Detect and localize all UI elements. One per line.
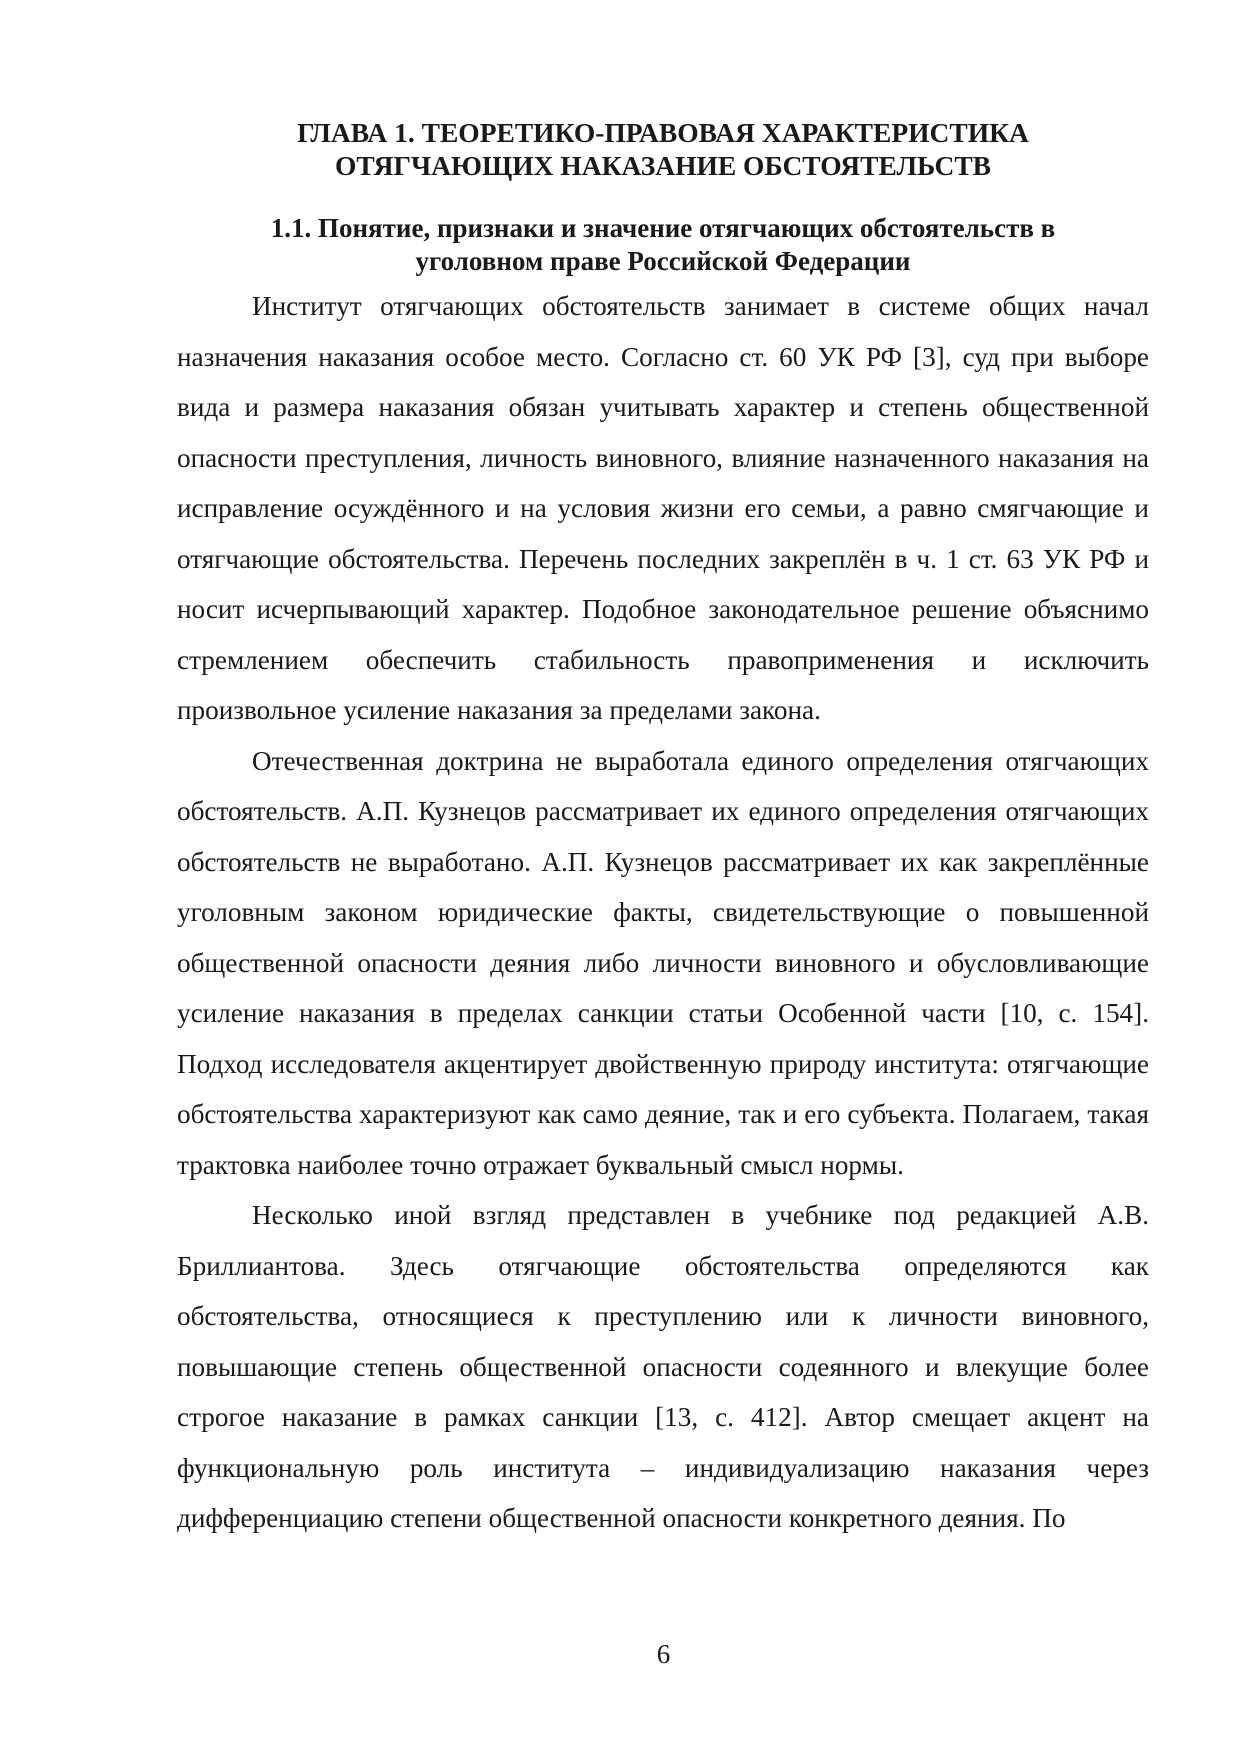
section-title-line-2: уголовном праве Российской Федерации <box>415 246 911 276</box>
paragraph-1: Институт отягчающих обстоятельств занимает в системе общих начал назначения наказания особое место. Согласно ст. 60 УК РФ [3], суд при выборе вида и размера наказания обязан учитывать характер и степень общественной опасности преступления, личность виновного, влияние назначенного наказания на исправление осуждённого и на условия жизни его семьи, а равно смягчающие и отягчающие обстоятельства. Перечень последних закреплён в ч. 1 ст. 63 УК РФ и носит исчерпывающий характер. Подобное законодательное решение объяснимо стремлением обеспечить стабильность правоприменения и исключить произвольное усиление наказания за пределами закона. <box>177 291 1149 725</box>
page-number: 6 <box>656 1639 671 1669</box>
chapter-title-line-2: ОТЯГЧАЮЩИХ НАКАЗАНИЕ ОБСТОЯТЕЛЬСТВ <box>334 150 992 181</box>
body-text <box>177 281 1149 1544</box>
paragraph-2: Отечественная доктрина не выработала единого определения отягчающих обстоятельств. А.П. Кузнецов рассматривает их единого определения отягчающих обстоятельств не выработано. А.П. Кузнецов рассматривает их как закреплённые уголовным законом юридические факты, свидетельствующие о повышенной общественной опасности деяния либо личности виновного и обусловливающие усиление наказания в пределах санкции статьи Особенной части [10, с. 154]. Подход исследователя акцентирует двойственную природу института: отягчающие обстоятельства характеризуют как само деяние, так и его субъекта. Полагаем, такая трактовка наиболее точно отражает буквальный смысл нормы. <box>177 745 1149 1180</box>
section-title-line-1: 1.1. Понятие, признаки и значение отягчающих обстоятельств в <box>270 213 1056 243</box>
paragraph-3: Несколько иной взгляд представлен в учебнике под редакцией А.В. Бриллиантова. Здесь отягчающие обстоятельства определяются как обстоятельства, относящиеся к преступлению или к личности виновного, повышающие степень общественной опасности содеянного и влекущие более строгое наказание в рамках санкции [13, с. 412]. Автор смещает акцент на функциональную роль института – индивидуализацию наказания через дифференциацию степени общественной опасности конкретного деяния. По <box>177 1200 1149 1533</box>
section-title <box>177 212 1149 278</box>
chapter-title-line-1: ГЛАВА 1. ТЕОРЕТИКО-ПРАВОВАЯ ХАРАКТЕРИСТИКА <box>297 117 1029 148</box>
chapter-title <box>177 116 1149 182</box>
